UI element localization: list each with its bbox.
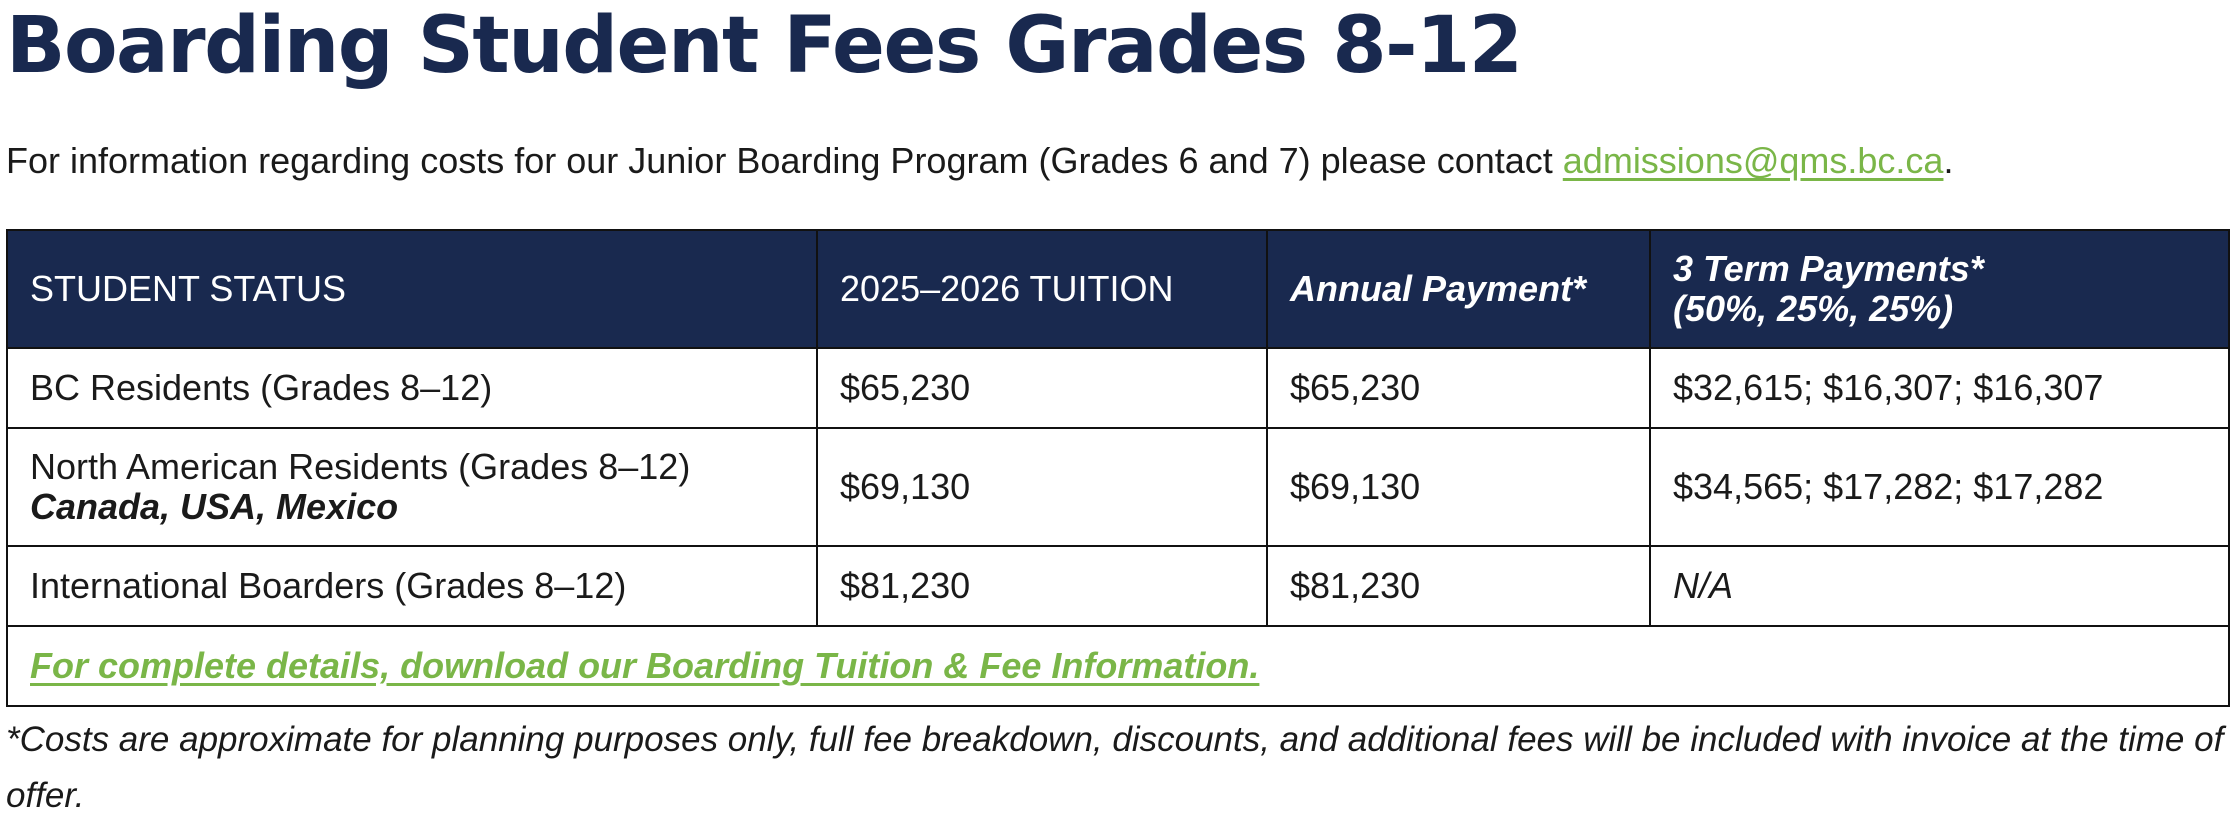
footer-cell <box>7 626 2229 706</box>
table-row <box>7 546 2229 626</box>
cost-disclaimer-note: *Costs are approximate for planning purposes only, full fee breakdown, discounts, and additional fees will be included with invoice at the time of offer. <box>6 720 2224 815</box>
cell-tuition: $81,230 <box>817 546 1267 626</box>
header-annual-payment: Annual Payment* <box>1267 230 1650 348</box>
admissions-email-link[interactable]: admissions@qms.bc.ca <box>1562 140 1944 181</box>
table-footer-row <box>7 626 2229 706</box>
table-row <box>7 348 2229 428</box>
cell-annual-payment: $69,130 <box>1267 428 1650 546</box>
header-term-payments <box>1650 230 2229 348</box>
cell-term-payments: N/A <box>1650 546 2229 626</box>
cell-status-countries: Canada, USA, Mexico <box>30 486 399 527</box>
intro-trailing: . <box>1943 140 1954 181</box>
header-term-payments-split: (50%, 25%, 25%) <box>1673 288 1954 329</box>
intro-paragraph <box>6 137 1953 185</box>
header-term-payments-title: 3 Term Payments* <box>1673 248 1984 289</box>
cell-term-payments: $32,615; $16,307; $16,307 <box>1650 348 2229 428</box>
page-title: Boarding Student Fees Grades 8-12 <box>6 1 1522 91</box>
cell-student-status: International Boarders (Grades 8–12) <box>7 546 817 626</box>
cell-annual-payment: $65,230 <box>1267 348 1650 428</box>
intro-text: For information regarding costs for our Junior Boarding Program (Grades 6 and 7) please contact <box>6 140 1563 181</box>
cell-term-payments: $34,565; $17,282; $17,282 <box>1650 428 2229 546</box>
cell-student-status <box>7 428 817 546</box>
cell-status-label: North American Residents (Grades 8–12) <box>30 446 691 487</box>
fees-table <box>6 229 2230 707</box>
cell-tuition: $69,130 <box>817 428 1267 546</box>
table-row <box>7 428 2229 546</box>
cell-student-status: BC Residents (Grades 8–12) <box>7 348 817 428</box>
table-header-row <box>7 230 2229 348</box>
download-fee-info-link[interactable]: For complete details, download our Boarding Tuition & Fee Information. <box>30 645 1260 686</box>
cell-annual-payment: $81,230 <box>1267 546 1650 626</box>
header-tuition: 2025–2026 TUITION <box>817 230 1267 348</box>
cell-tuition: $65,230 <box>817 348 1267 428</box>
header-student-status: STUDENT STATUS <box>7 230 817 348</box>
